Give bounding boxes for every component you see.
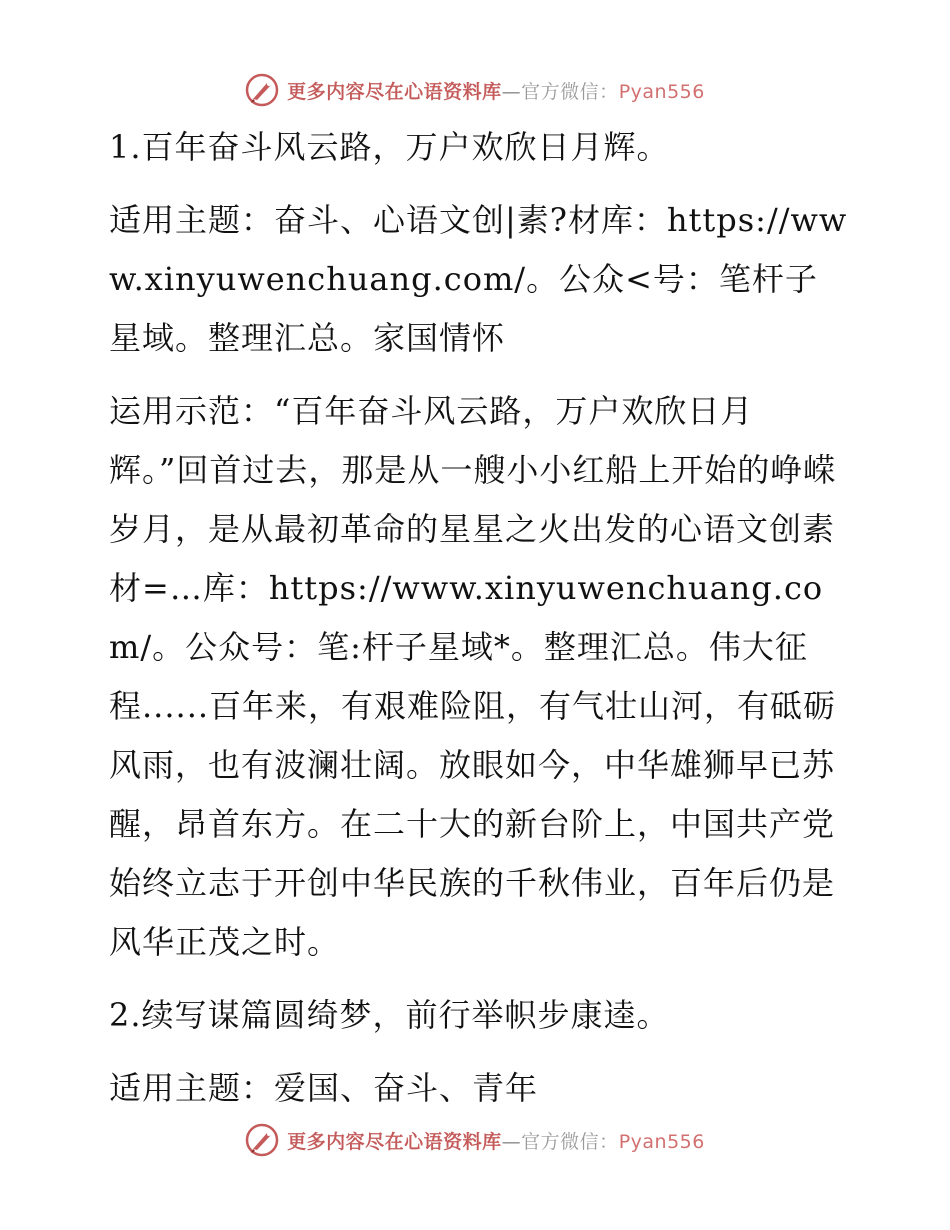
paragraph-example-1: 运用示范：“百年奋斗风云路，万户欢欣日月辉。”回首过去，那是从一艘小小红船上开始的峥嵘岁月，是从最初革命的星星之火出发的心语文创素材=…库：https://www.xinyuwenchuang.com/。公众号：笔:杆子星域*。整理汇总。伟大征程......百年来，有艰难险阻，有气壮山河，有砥砺风雨，也有波澜壮阔。放眼如今，中华雄狮早已苏醒，昂首东方。在二十大的新台阶上，中国共产党始终立志于开创中华民族的千秋伟业，百年后仍是风华正茂之时。 bbox=[109, 392, 837, 961]
quill-pen-logo-icon bbox=[245, 73, 279, 107]
paragraph-theme-1: 适用主题：奋斗、心语文创|素?材库：https://www.xinyuwenchuang.com/。公众<号：笔杆子星域。整理汇总。家国情怀 bbox=[109, 201, 848, 357]
header-watermark bbox=[0, 72, 950, 108]
paragraph-heading-1: 1.百年奋斗风云路，万户欢欣日月辉。 bbox=[109, 128, 670, 166]
paragraph-theme-2: 适用主题：爱国、奋斗、青年 bbox=[109, 1069, 539, 1107]
document-body bbox=[97, 118, 849, 1118]
footer-watermark bbox=[0, 1122, 950, 1158]
quill-pen-logo-icon bbox=[245, 1123, 279, 1157]
watermark-text: 更多内容尽在心语资料库—官方微信：Pyan556 bbox=[287, 1130, 705, 1153]
watermark-text: 更多内容尽在心语资料库—官方微信：Pyan556 bbox=[287, 80, 705, 103]
paragraph-heading-2: 2.续写谋篇圆绮梦，前行举帜步康逵。 bbox=[109, 996, 670, 1034]
